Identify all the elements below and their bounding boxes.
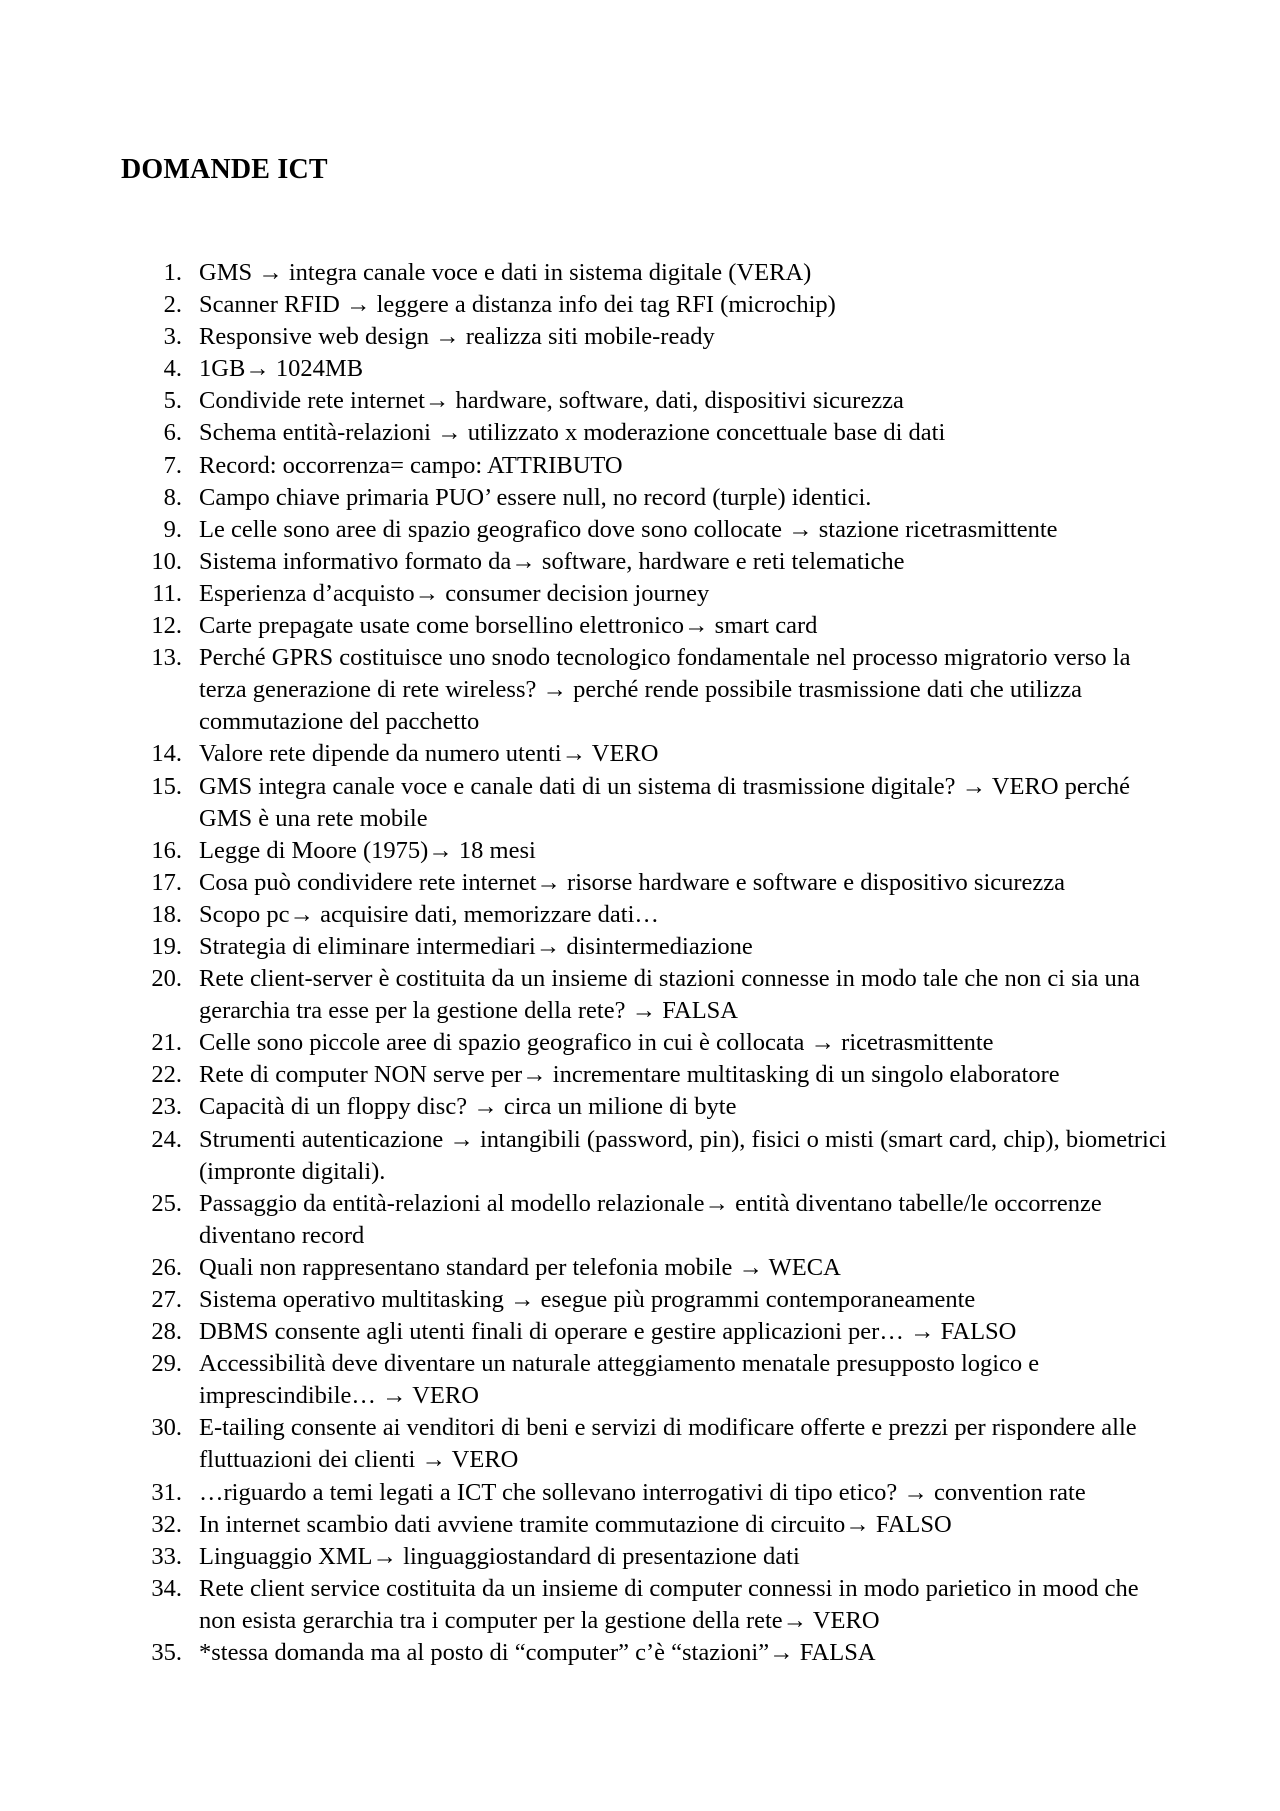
- item-text: Sistema informativo formato da→ software, hardware e reti telematiche: [199, 547, 905, 575]
- item-number: 6.: [163, 419, 182, 447]
- item-number: 12.: [151, 612, 182, 640]
- item-number: 20.: [151, 965, 182, 993]
- item-text: Linguaggio XML→ linguaggiostandard di presentazione dati: [199, 1542, 800, 1570]
- item-text: Perché GPRS costituisce uno snodo tecnologico fondamentale nel processo migratorio verso la terza generazione di rete wireless? → perché rende possibile trasmissione dati che utilizza commutazione del pacchetto: [199, 644, 1131, 736]
- item-text: Legge di Moore (1975)→ 18 mesi: [199, 836, 536, 864]
- item-text: Rete di computer NON serve per→ incrementare multitasking di un singolo elaboratore: [199, 1061, 1060, 1089]
- item-number: 21.: [151, 1029, 182, 1057]
- item-text: Schema entità-relazioni → utilizzato x moderazione concettuale base di dati: [199, 419, 946, 447]
- item-number: 1.: [163, 259, 182, 286]
- item-number: 10.: [151, 547, 182, 575]
- list-item: [0, 1541, 1179, 1573]
- item-text: Le celle sono aree di spazio geografico dove sono collocate → stazione ricetrasmittente: [199, 515, 1058, 543]
- item-number: 2.: [163, 291, 182, 319]
- list-item: [0, 1412, 1179, 1476]
- list-item: [0, 642, 1179, 738]
- item-number: 11.: [152, 579, 182, 607]
- item-number: 17.: [151, 868, 182, 896]
- list-item: [0, 963, 1179, 1027]
- list-item: [0, 1637, 1179, 1669]
- item-text: Quali non rappresentano standard per telefonia mobile → WECA: [199, 1253, 841, 1281]
- item-number: 23.: [151, 1093, 182, 1121]
- list-item: [0, 1124, 1179, 1188]
- item-text: Responsive web design → realizza siti mobile-ready: [199, 323, 715, 351]
- item-text: Rete client-server è costituita da un insieme di stazioni connesse in modo tale che non ci sia una gerarchia tra esse per la gestione della rete? → FALSA: [199, 965, 1140, 1025]
- list-item: [0, 353, 1179, 385]
- item-text: Carte prepagate usate come borsellino elettronico→ smart card: [199, 612, 818, 640]
- item-number: 14.: [151, 740, 182, 768]
- document-title: DOMANDE ICT: [121, 154, 328, 185]
- list-item: [0, 546, 1179, 578]
- list-item: [0, 835, 1179, 867]
- list-item: [0, 1252, 1179, 1284]
- item-text: Scopo pc→ acquisire dati, memorizzare dati…: [199, 900, 659, 928]
- item-number: 3.: [163, 323, 182, 351]
- item-text: In internet scambio dati avviene tramite commutazione di circuito→ FALSO: [199, 1510, 952, 1538]
- item-number: 8.: [163, 483, 182, 511]
- list-item: [0, 867, 1179, 899]
- list-item: [0, 417, 1179, 449]
- item-number: 15.: [151, 772, 182, 800]
- list-item: [0, 1477, 1179, 1509]
- item-text: Condivide rete internet→ hardware, software, dati, dispositivi sicurezza: [199, 387, 904, 415]
- item-text: 1GB→ 1024MB: [199, 355, 364, 383]
- item-text: Strategia di eliminare intermediari→ disintermediazione: [199, 932, 753, 960]
- item-number: 18.: [151, 900, 182, 928]
- list-item: [0, 771, 1179, 835]
- item-number: 13.: [151, 644, 182, 672]
- item-number: 30.: [151, 1414, 182, 1442]
- item-number: 27.: [151, 1286, 182, 1313]
- list-item: [0, 1573, 1179, 1637]
- item-number: 34.: [151, 1574, 182, 1602]
- list-item: [0, 1091, 1179, 1123]
- list-item: [0, 482, 1179, 514]
- item-text: *stessa domanda ma al posto di “computer” c’è “stazioni”→ FALSA: [199, 1639, 876, 1667]
- item-number: 24.: [151, 1125, 182, 1153]
- list-item: [0, 385, 1179, 417]
- item-text: DBMS consente agli utenti finali di operare e gestire applicazioni per… → FALSO: [199, 1318, 1017, 1346]
- list-item: [0, 578, 1179, 610]
- item-text: Record: occorrenza= campo: ATTRIBUTO: [199, 451, 623, 479]
- list-item: [0, 321, 1179, 353]
- item-number: 7.: [163, 451, 182, 479]
- item-number: 31.: [151, 1478, 182, 1506]
- list-item: [0, 450, 1179, 482]
- list-item: [0, 738, 1179, 770]
- item-text: Celle sono piccole aree di spazio geografico in cui è collocata → ricetrasmittente: [199, 1029, 994, 1057]
- item-text: …riguardo a temi legati a ICT che sollevano interrogativi di tipo etico? → convention rate: [199, 1478, 1086, 1506]
- list-item: [0, 1316, 1179, 1348]
- item-text: Esperienza d’acquisto→ consumer decision journey: [199, 579, 710, 607]
- item-number: 22.: [151, 1061, 182, 1089]
- item-number: 28.: [151, 1318, 182, 1346]
- item-number: 19.: [151, 932, 182, 960]
- item-number: 25.: [151, 1189, 182, 1217]
- list-item: [0, 1348, 1179, 1412]
- item-text: Scanner RFID → leggere a distanza info dei tag RFI (microchip): [199, 291, 836, 319]
- item-text: Capacità di un floppy disc? → circa un milione di byte: [199, 1093, 737, 1121]
- item-text: Sistema operativo multitasking → esegue più programmi contemporaneamente: [199, 1286, 976, 1313]
- item-number: 9.: [163, 515, 182, 543]
- list-item: [0, 257, 1179, 289]
- item-text: Rete client service costituita da un insieme di computer connessi in modo parietico in mood che non esista gerarchia tra i computer per la gestione della rete→ VERO: [199, 1574, 1139, 1634]
- item-number: 33.: [151, 1542, 182, 1570]
- item-text: Strumenti autenticazione → intangibili (password, pin), fisici o misti (smart card, chip), biometrici (impronte digitali).: [199, 1125, 1167, 1185]
- list-item: [0, 899, 1179, 931]
- item-number: 26.: [151, 1253, 182, 1281]
- list-item: [0, 1027, 1179, 1059]
- list-item: [0, 289, 1179, 321]
- list-item: [0, 1284, 1179, 1316]
- item-number: 35.: [151, 1639, 182, 1667]
- item-number: 4.: [163, 355, 182, 383]
- question-list: [0, 257, 1280, 1669]
- list-item: [0, 610, 1179, 642]
- item-text: GMS → integra canale voce e dati in sistema digitale (VERA): [199, 259, 812, 286]
- item-text: GMS integra canale voce e canale dati di un sistema di trasmissione digitale? → VERO perché GMS è una rete mobile: [199, 772, 1130, 832]
- item-text: Cosa può condividere rete internet→ risorse hardware e software e dispositivo sicurezza: [199, 868, 1066, 896]
- item-number: 32.: [151, 1510, 182, 1538]
- list-item: [0, 514, 1179, 546]
- item-number: 29.: [151, 1350, 182, 1378]
- list-item: [0, 1509, 1179, 1541]
- list-item: [0, 931, 1179, 963]
- item-text: Valore rete dipende da numero utenti→ VERO: [199, 740, 659, 768]
- item-text: Campo chiave primaria PUO’ essere null, no record (turple) identici.: [199, 483, 872, 511]
- item-number: 16.: [151, 836, 182, 864]
- item-text: E-tailing consente ai venditori di beni e servizi di modificare offerte e prezzi per rispondere alle fluttuazioni dei clienti → VERO: [199, 1414, 1137, 1474]
- item-text: Accessibilità deve diventare un naturale atteggiamento menatale presupposto logico e imprescindibile… → VERO: [199, 1350, 1040, 1410]
- list-item: [0, 1188, 1179, 1252]
- list-item: [0, 1059, 1179, 1091]
- item-number: 5.: [163, 387, 182, 415]
- item-text: Passaggio da entità-relazioni al modello relazionale→ entità diventano tabelle/le occorrenze diventano record: [199, 1189, 1102, 1249]
